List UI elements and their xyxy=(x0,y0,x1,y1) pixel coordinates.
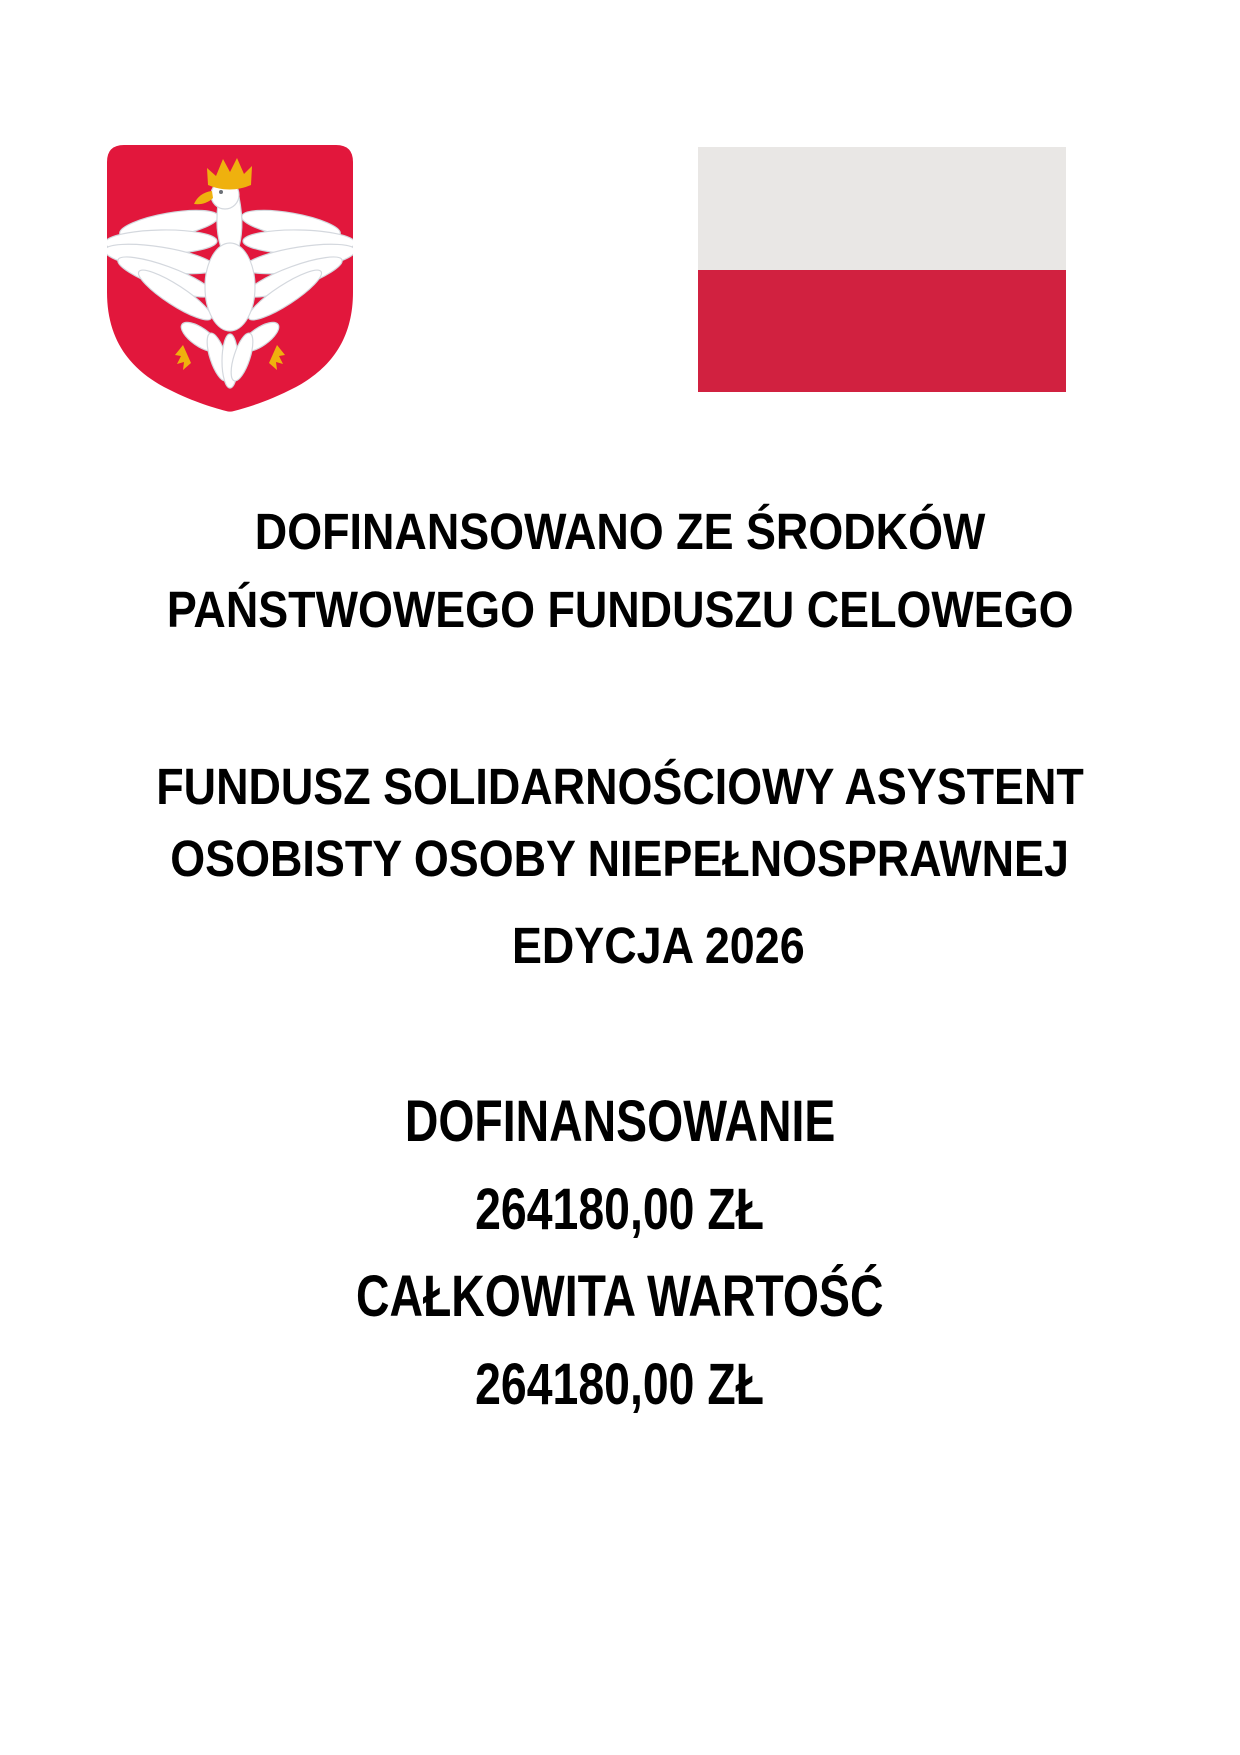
eagle-eye xyxy=(219,190,223,194)
total-value-label-text: CAŁKOWITA WARTOŚĆ xyxy=(356,1264,884,1329)
program-edition xyxy=(0,917,1240,974)
funding-amount xyxy=(0,1177,1240,1242)
program-name-line1 xyxy=(0,751,1240,823)
total-value-amount-text: 264180,00 ZŁ xyxy=(475,1352,765,1417)
flag-red-stripe xyxy=(698,270,1066,393)
program-name-line2-text: OSOBISTY OSOBY NIEPEŁNOSPRAWNEJ xyxy=(170,830,1070,887)
funding-title-line2 xyxy=(0,571,1240,649)
funding-label xyxy=(0,1089,1240,1154)
total-value-label xyxy=(0,1264,1240,1329)
flag-white-stripe xyxy=(698,147,1066,270)
funding-title-line1-text: DOFINANSOWANO ZE ŚRODKÓW xyxy=(254,503,986,560)
funding-title-line2-text: PAŃSTWOWEGO FUNDUSZU CELOWEGO xyxy=(166,581,1074,638)
funding-label-text: DOFINANSOWANIE xyxy=(404,1089,836,1154)
program-edition-text: EDYCJA 2026 xyxy=(511,917,805,974)
total-value-amount xyxy=(0,1352,1240,1417)
funding-title-line1 xyxy=(0,493,1240,571)
program-name-line1-text: FUNDUSZ SOLIDARNOŚCIOWY ASYSTENT xyxy=(156,758,1084,815)
program-name-line2 xyxy=(0,823,1240,895)
polish-coat-of-arms-icon xyxy=(107,145,353,413)
polish-flag-icon xyxy=(698,147,1066,392)
funding-amount-text: 264180,00 ZŁ xyxy=(475,1177,765,1242)
